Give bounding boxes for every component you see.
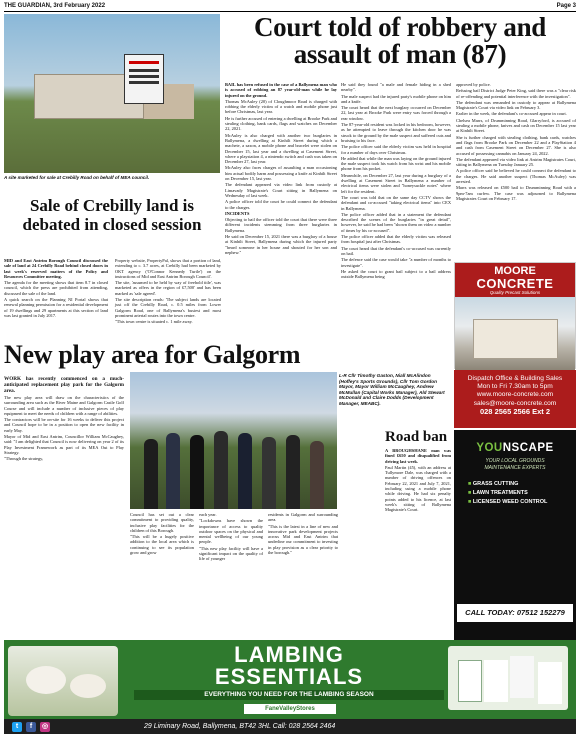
younscape-call-number[interactable]: CALL TODAY: 07512 152279 [457, 604, 573, 622]
moore-email-link[interactable]: sales@moore-concrete.com [473, 399, 557, 407]
story-road-ban-headline: Road ban [385, 429, 448, 445]
sheep-photo [8, 646, 118, 716]
younscape-ad[interactable]: YOUNSCAPE YOUR LOCAL GROUNDS MAINTENANCE EXPERTS ■ GRASS CUTTING ■ LAWN TREATMENTS ■ LICENSED WEED CONTROL CALL TODAY: 07512 152279 [454, 430, 576, 640]
instagram-icon[interactable]: ◎ [41, 723, 49, 730]
story-robbery-lede: BAIL has been refused in the case of a Ballymena man who is accused of robbing an 87 year-old-man while he lay injured on the ground. [225, 82, 337, 98]
story-crebilly-col-1: MID and East Antrim Borough Council discussed the sale of land at 24 Crebilly Road behind closed doors in last week's reserved matters of the Policy and Resources Committee meeting. The agenda for the meeting shows that item 8.7 in closed council, which the press are prohibited from attending, discussed the sale of the land. A quick search on the Planning NI Portal shows that renewal planning permission for a residential development of 19 dwellings and 29 apartments at this section of land was last granted in July 2017. [4, 258, 108, 318]
galgorm-photo-caption: L-R Cllr Timothy Gaston, Niall McAlindon (Hoffey's Sports Grounds), Cllr Tom Gordon Mayor, Mayor William McCaughey, Andrew McMullan (Capital Works Manager), Ald Stewart McDonald and Claire Dodds (Development Manager, MEABC). [339, 373, 445, 406]
crebilly-site-photo [4, 14, 220, 173]
story-robbery-col-3: approved by police. Refusing bail District Judge Peter King, said there was a "clear risk of re-offending and potential interference with the investigation". The defendant was remanded in custody to appear at Ballymena Magistrate's Court via video link on February 3. Earlier in the week, the defendant's co-accused appear in court. Chelsea Marrs, of Drumminning Road, Glarryford, is accused of stealing a mobile phone, knives and cash on December 15 last year at Kinhilt Street. She is further charged with stealing clothing, bank cards, watches and flags from Brooke Park on December 22 and a PlayStation 4 and cash from Casement Street on December 27. She is also accused of possessing cannabis on January 24, 2022. The defendant appeared via video link at Antrim Magistrates Court, sitting in Ballymena on Tuesday January 25. A police officer said he believed he could connect the defendant to the charges. He said another suspect (Thomas McAuley) was arrested. Marrs was released on £500 bail to Drumminning Road with a 9pm-7am curfew. The case was adjourned to Ballymena Magistrates Court on February 17. [456, 82, 576, 201]
story-galgorm-col-2: Council has set out a clear commitment to providing quality, inclusive play facilities for the children of this Borough. "This will be a hugely positive addition to the local area which is continuing to see its population grow and grow [130, 512, 194, 556]
story-crebilly-headline: Sale of Crebilly land is debated in closed session [22, 196, 202, 234]
lambing-subheadline: EVERYTHING YOU NEED FOR THE LAMBING SEASON [134, 690, 444, 700]
story-road-ban-body: A BROUGHSHANE man was fined £650 and disqualified from driving last week. Paul Martin (45), with an address at Tullymore Dale, was charged with a number of driving offences on February 22, 2021 and July 7, 2021, including using a mobile phone while driving. He had six penalty points added to his licence, at last week's sitting of Ballymena Magistrate's Court. [385, 448, 451, 513]
lambing-address-bar: t f ◎ 29 Liminary Road, Ballymena, BT42 3HL Call: 028 2564 2464 [4, 719, 576, 734]
younscape-logo: YOUNSCAPE [476, 442, 554, 454]
moore-concrete-contact: Dispatch Office & Building Sales Mon to Fri 7.30am to 5pm www.moore-concrete.com sales@moore-concrete.com 028 2565 2566 Ext 2 [454, 370, 576, 428]
younscape-services: ■ GRASS CUTTING ■ LAWN TREATMENTS ■ LICENSED WEED CONTROL [468, 480, 576, 507]
story-galgorm-col-3: each year. "Lockdowns have shown the importance of access to quality outdoor spaces on the physical and mental wellbeing of our young people. "This new play facility will have a significant impact on the quality of life of younger [199, 512, 263, 562]
galgorm-play-area-photo [130, 372, 337, 509]
moore-concrete-ad[interactable] [454, 262, 576, 369]
twitter-icon[interactable]: t [12, 722, 22, 732]
fane-valley-logo: FaneValleyStores [244, 704, 336, 714]
story-galgorm-col-1: WORK has recently commenced on a much-anticipated replacement play park for the Galgorm area. The new play area will draw on the characteristics of the surrounding area such as the River Maine and Galgorm Castle Golf Course and will include a number of inclusive pieces of play equipment to meet the needs of children with a range of abilities. The contractors will be on-site for 16 weeks to deliver this project and Council hope to be in a position to open the new facility in early May. Mayor of Mid and East Antrim, Councillor William McCaughey, said: "I am delighted that Council is now delivering on year 2 of its Play Investment Framework as part of its MEA Out to Play Strategy. "Through the strategy, [4, 376, 124, 462]
story-galgorm-headline: New play area for Galgorm [4, 340, 301, 369]
masthead-page-number: Page 3 [556, 3, 576, 9]
story-robbery-headline: Court told of robbery and assault of man (87) [253, 12, 547, 69]
moore-concrete-building-photo [455, 297, 575, 370]
masthead [4, 3, 576, 12]
for-sale-sign [124, 54, 164, 104]
story-robbery-col-1: BAIL has been refused in the case of a Ballymena man who is accused of robbing an 87 year-old-man while he lay injured on the ground. Thomas McAuley (20) of Cloughmoor Road is charged with robbing the elderly victim of a watch and mobile phone just before Christmas, last year. He is further accused of entering a dwelling at Brooke Park and stealing clothing, bank cards, flags and watches on December 22, 2021. McAuley is also charged with another two burglaries in Ballymena, a dwelling at Kinhilt Street during which a machete, a saxon, a mobile phone and bracelet were stolen on December 15, last year and a dwelling at Casement Street, where a playstation 4, a nintendo switch and cash was taken on December 27, last year. McAuley also faces charges of assaulting a man occasioning him actual bodily harm and possessing a knife at Kinhilt Street on December 15, last year. The defendant appeared via video link from custody at Limavady Magistrate's Court sitting in Ballymena on Wednesday of last week. A police officer told the court he could connect the defendant to the charges. INCIDENTS Objecting to bail the officer told the court that there were three different incidents stemming from three burglaries in Ballymena. He said on December 15, 2021 there was a burglary of a house at Kinhilt Street, Ballymena during which the injured party "heard someone in her house and shouted for her son and nephew." [225, 82, 337, 255]
moore-website-link[interactable]: www.moore-concrete.com [476, 391, 554, 399]
story-robbery-subhead: INCIDENTS [225, 210, 250, 216]
masthead-paper: THE GUARDIAN, 3rd February 2022 [4, 3, 106, 9]
products-photo [448, 646, 568, 710]
moore-concrete-logo: MOORE CONCRETE Quality Precast Solutions [455, 263, 575, 297]
facebook-icon[interactable]: f [26, 722, 36, 732]
lambing-essentials-ad[interactable] [4, 640, 576, 734]
social-icons [12, 722, 50, 732]
story-crebilly-col-2: Property website, PropertyPal, shows that a portion of land, extending to c. 3.7 acres, at Crebilly had been marketed by OKT agency ('O'Connor Kennedy Turtle') on the instructions of Mid and East Antrim Borough Council'. The site, 'assumed to be held by way of freehold title', was marketed as offers in the region of £7,500' and has been marked as 'sale agreed'. The site description reads: 'The subject lands are located just off the Crebilly Road, c. 0.5 miles from Lower Galgorm Road, one of Ballymena's busiest and most prominent arterial routes into the town centre. "This town centre is situated c. 1 mile away. [115, 258, 221, 325]
lambing-headline: LAMBING ESSENTIALS [214, 642, 364, 689]
story-robbery-col-2: He said they found "a male and female hiding in a shed nearby". The male suspect had the injured party's mobile phone on him and a knife. The court heard that the next burglary occurred on December 22, last year at Brooke Park were entry was forced through a rear window. The 87-year-old resident was locked in his bedroom, however, as he attempted to leave through the kitchen door he was struck to the ground by the male suspect and suffered cuts and bruising to his face. The police officer said the elderly victim was held in hospital for a number of days over Christmas. He added that while the man was laying on the ground injured the male suspect took his watch from his wrist and his mobile phone from his pocket. Meanwhile, on December 27, last year during a burglary of a dwelling at Casement Street in Ballymena a number of electrical items were stolen and "honeysuckle notes" where left for the resident. The court was told that on the same day CCTV shows the defendant and co-accused "taking electrical items" into CEX in Ballymena. The police officer added that in a statement the defendant described the scenes of the burglaries "in great detail", however, he said he had been "shown them on video a number of times by his co-accused". The police officer added that the elderly victim was released from hospital just after Christmas. The court heard that the defendant's co-accused was currently on bail. The defence said the case would take "a number of months to investigate". He asked the court to grant bail subject to a bail address outside Ballymena being [341, 82, 451, 280]
story-galgorm-col-4: residents in Galgorm and surrounding area. "This is the latest in a line of new and innovative park development projects across Mid and East Antrim that underline our commitment to investing in play provision as a clear priority to the borough." [268, 512, 338, 556]
crebilly-photo-caption: A site marketed for sale at Crebilly Road on behalf of MEA council. [4, 175, 150, 180]
